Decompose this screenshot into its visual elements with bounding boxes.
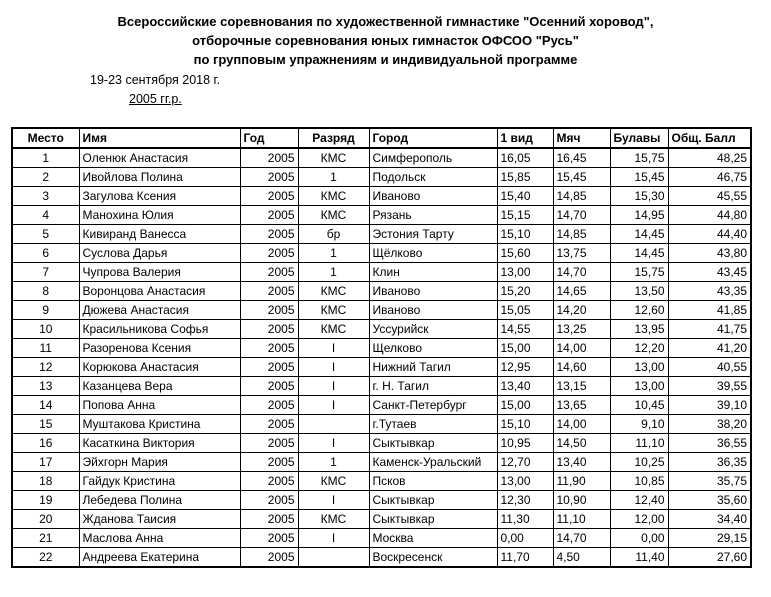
event1-score-cell: 0,00 (497, 529, 553, 548)
city-cell: Рязань (369, 206, 497, 225)
ball-score-cell: 16,45 (553, 148, 610, 168)
year-cell: 2005 (240, 453, 298, 472)
year-cell: 2005 (240, 282, 298, 301)
clubs-score-cell: 13,50 (610, 282, 668, 301)
table-row (12, 453, 751, 472)
clubs-score-cell: 9,10 (610, 415, 668, 434)
city-cell: Каменск-Уральский (369, 453, 497, 472)
place-cell: 12 (12, 358, 79, 377)
table-row (12, 187, 751, 206)
table-row (12, 339, 751, 358)
total-score-cell: 27,60 (668, 548, 751, 568)
city-cell: Москва (369, 529, 497, 548)
rank-cell (298, 415, 369, 434)
rank-cell: I (298, 529, 369, 548)
city-cell: Эстония Тарту (369, 225, 497, 244)
clubs-score-cell: 15,75 (610, 148, 668, 168)
ball-score-cell: 10,90 (553, 491, 610, 510)
clubs-score-cell: 12,40 (610, 491, 668, 510)
title-line-1: Всероссийские соревнования по художественной гимнастике "Осенний хоровод", (117, 14, 654, 29)
rank-cell: 1 (298, 453, 369, 472)
city-cell: Нижний Тагил (369, 358, 497, 377)
total-score-cell: 44,80 (668, 206, 751, 225)
city-cell: Сыктывкар (369, 434, 497, 453)
city-cell: Иваново (369, 301, 497, 320)
rank-cell: I (298, 339, 369, 358)
table-row (12, 415, 751, 434)
year-cell: 2005 (240, 358, 298, 377)
name-cell: Муштакова Кристина (79, 415, 240, 434)
ball-score-cell: 14,20 (553, 301, 610, 320)
event1-score-cell: 12,70 (497, 453, 553, 472)
table-header-row (12, 128, 751, 148)
ball-score-cell: 14,50 (553, 434, 610, 453)
rank-cell: 1 (298, 263, 369, 282)
table-row (12, 396, 751, 415)
ball-score-cell: 14,00 (553, 415, 610, 434)
event1-score-cell: 13,40 (497, 377, 553, 396)
table-row (12, 263, 751, 282)
place-cell: 3 (12, 187, 79, 206)
ball-score-cell: 14,60 (553, 358, 610, 377)
event1-score-cell: 11,70 (497, 548, 553, 568)
clubs-score-cell: 10,25 (610, 453, 668, 472)
total-score-cell: 39,55 (668, 377, 751, 396)
place-cell: 14 (12, 396, 79, 415)
year-cell: 2005 (240, 301, 298, 320)
city-cell: Сыктывкар (369, 491, 497, 510)
place-cell: 20 (12, 510, 79, 529)
city-cell: г. Н. Тагил (369, 377, 497, 396)
col-header-total: Общ. Балл (668, 128, 751, 148)
total-score-cell: 36,55 (668, 434, 751, 453)
total-score-cell: 45,55 (668, 187, 751, 206)
competition-dates: 19-23 сентября 2018 г. (90, 73, 221, 87)
city-cell: г.Тутаев (369, 415, 497, 434)
place-cell: 7 (12, 263, 79, 282)
place-cell: 22 (12, 548, 79, 568)
clubs-score-cell: 14,95 (610, 206, 668, 225)
ball-score-cell: 14,70 (553, 529, 610, 548)
ball-score-cell: 13,15 (553, 377, 610, 396)
event1-score-cell: 15,00 (497, 339, 553, 358)
rank-cell: 1 (298, 168, 369, 187)
city-cell: Симферополь (369, 148, 497, 168)
ball-score-cell: 14,65 (553, 282, 610, 301)
rank-cell: КМС (298, 148, 369, 168)
city-cell: Клин (369, 263, 497, 282)
ball-score-cell: 11,90 (553, 472, 610, 491)
city-cell: Иваново (369, 282, 497, 301)
table-row (12, 529, 751, 548)
ball-score-cell: 4,50 (553, 548, 610, 568)
place-cell: 6 (12, 244, 79, 263)
place-cell: 18 (12, 472, 79, 491)
col-header-ball: Мяч (553, 128, 610, 148)
city-cell: Сыктывкар (369, 510, 497, 529)
total-score-cell: 43,80 (668, 244, 751, 263)
total-score-cell: 40,55 (668, 358, 751, 377)
name-cell: Ивойлова Полина (79, 168, 240, 187)
table-row (12, 472, 751, 491)
event1-score-cell: 10,95 (497, 434, 553, 453)
rank-cell: КМС (298, 282, 369, 301)
year-cell: 2005 (240, 339, 298, 358)
col-header-clubs: Булавы (610, 128, 668, 148)
clubs-score-cell: 14,45 (610, 225, 668, 244)
name-cell: Кивиранд Ванесса (79, 225, 240, 244)
year-cell: 2005 (240, 187, 298, 206)
rank-cell: 1 (298, 244, 369, 263)
table-row (12, 225, 751, 244)
total-score-cell: 36,35 (668, 453, 751, 472)
name-cell: Оленюк Анастасия (79, 148, 240, 168)
place-cell: 8 (12, 282, 79, 301)
col-header-year: Год (240, 128, 298, 148)
name-cell: Казанцева Вера (79, 377, 240, 396)
year-cell: 2005 (240, 263, 298, 282)
ball-score-cell: 14,85 (553, 187, 610, 206)
place-cell: 19 (12, 491, 79, 510)
name-cell: Загулова Ксения (79, 187, 240, 206)
name-cell: Лебедева Полина (79, 491, 240, 510)
table-row (12, 168, 751, 187)
event1-score-cell: 15,10 (497, 415, 553, 434)
year-cell: 2005 (240, 510, 298, 529)
place-cell: 17 (12, 453, 79, 472)
clubs-score-cell: 12,60 (610, 301, 668, 320)
col-header-rank: Разряд (298, 128, 369, 148)
name-cell: Касаткина Виктория (79, 434, 240, 453)
clubs-score-cell: 11,40 (610, 548, 668, 568)
ball-score-cell: 13,65 (553, 396, 610, 415)
event1-score-cell: 12,30 (497, 491, 553, 510)
name-cell: Жданова Таисия (79, 510, 240, 529)
name-cell: Попова Анна (79, 396, 240, 415)
name-cell: Воронцова Анастасия (79, 282, 240, 301)
total-score-cell: 38,20 (668, 415, 751, 434)
event1-score-cell: 15,05 (497, 301, 553, 320)
table-row (12, 434, 751, 453)
year-cell: 2005 (240, 377, 298, 396)
clubs-score-cell: 12,00 (610, 510, 668, 529)
place-cell: 10 (12, 320, 79, 339)
clubs-score-cell: 13,95 (610, 320, 668, 339)
total-score-cell: 35,60 (668, 491, 751, 510)
results-table (11, 127, 752, 568)
clubs-score-cell: 10,45 (610, 396, 668, 415)
ball-score-cell: 13,40 (553, 453, 610, 472)
year-cell: 2005 (240, 548, 298, 568)
year-cell: 2005 (240, 434, 298, 453)
table-row (12, 491, 751, 510)
total-score-cell: 43,45 (668, 263, 751, 282)
total-score-cell: 43,35 (668, 282, 751, 301)
clubs-score-cell: 15,45 (610, 168, 668, 187)
table-row (12, 206, 751, 225)
place-cell: 1 (12, 148, 79, 168)
total-score-cell: 46,75 (668, 168, 751, 187)
place-cell: 4 (12, 206, 79, 225)
year-cell: 2005 (240, 472, 298, 491)
event1-score-cell: 12,95 (497, 358, 553, 377)
place-cell: 15 (12, 415, 79, 434)
total-score-cell: 29,15 (668, 529, 751, 548)
rank-cell: КМС (298, 472, 369, 491)
place-cell: 21 (12, 529, 79, 548)
event1-score-cell: 13,00 (497, 472, 553, 491)
total-score-cell: 35,75 (668, 472, 751, 491)
rank-cell: КМС (298, 301, 369, 320)
event1-score-cell: 14,55 (497, 320, 553, 339)
col-header-name: Имя (79, 128, 240, 148)
name-cell: Корюкова Анастасия (79, 358, 240, 377)
rank-cell: I (298, 434, 369, 453)
total-score-cell: 39,10 (668, 396, 751, 415)
event1-score-cell: 16,05 (497, 148, 553, 168)
city-cell: Иваново (369, 187, 497, 206)
total-score-cell: 48,25 (668, 148, 751, 168)
event1-score-cell: 15,15 (497, 206, 553, 225)
city-cell: Подольск (369, 168, 497, 187)
rank-cell: КМС (298, 206, 369, 225)
place-cell: 2 (12, 168, 79, 187)
name-cell: Андреева Екатерина (79, 548, 240, 568)
table-row (12, 301, 751, 320)
ball-score-cell: 13,75 (553, 244, 610, 263)
name-cell: Маслова Анна (79, 529, 240, 548)
ball-score-cell: 13,25 (553, 320, 610, 339)
total-score-cell: 34,40 (668, 510, 751, 529)
total-score-cell: 41,85 (668, 301, 751, 320)
name-cell: Эйхгорн Мария (79, 453, 240, 472)
city-cell: Щёлково (369, 244, 497, 263)
col-header-event1: 1 вид (497, 128, 553, 148)
rank-cell: КМС (298, 187, 369, 206)
year-cell: 2005 (240, 206, 298, 225)
clubs-score-cell: 15,30 (610, 187, 668, 206)
clubs-score-cell: 11,10 (610, 434, 668, 453)
table-row (12, 510, 751, 529)
name-cell: Дюжева Анастасия (79, 301, 240, 320)
table-row (12, 358, 751, 377)
birth-year-group: 2005 гг.р. (129, 92, 182, 106)
total-score-cell: 41,75 (668, 320, 751, 339)
year-cell: 2005 (240, 491, 298, 510)
ball-score-cell: 15,45 (553, 168, 610, 187)
place-cell: 9 (12, 301, 79, 320)
ball-score-cell: 14,70 (553, 263, 610, 282)
year-cell: 2005 (240, 320, 298, 339)
year-cell: 2005 (240, 244, 298, 263)
year-cell: 2005 (240, 225, 298, 244)
event1-score-cell: 15,85 (497, 168, 553, 187)
total-score-cell: 41,20 (668, 339, 751, 358)
table-row (12, 282, 751, 301)
event1-score-cell: 15,20 (497, 282, 553, 301)
rank-cell: КМС (298, 510, 369, 529)
table-row (12, 148, 751, 168)
ball-score-cell: 11,10 (553, 510, 610, 529)
clubs-score-cell: 14,45 (610, 244, 668, 263)
year-cell: 2005 (240, 148, 298, 168)
clubs-score-cell: 10,85 (610, 472, 668, 491)
place-cell: 11 (12, 339, 79, 358)
rank-cell: КМС (298, 320, 369, 339)
place-cell: 13 (12, 377, 79, 396)
city-cell: Щелково (369, 339, 497, 358)
results-table-body (12, 148, 751, 567)
col-header-city: Город (369, 128, 497, 148)
city-cell: Уссурийск (369, 320, 497, 339)
col-header-place: Место (12, 128, 79, 148)
table-row (12, 244, 751, 263)
city-cell: Санкт-Петербург (369, 396, 497, 415)
name-cell: Гайдук Кристина (79, 472, 240, 491)
table-row (12, 377, 751, 396)
city-cell: Псков (369, 472, 497, 491)
ball-score-cell: 14,00 (553, 339, 610, 358)
event1-score-cell: 15,40 (497, 187, 553, 206)
name-cell: Суслова Дарья (79, 244, 240, 263)
year-cell: 2005 (240, 415, 298, 434)
year-cell: 2005 (240, 396, 298, 415)
title-line-3: по групповым упражнениям и индивидуальной программе (193, 52, 578, 67)
clubs-score-cell: 13,00 (610, 358, 668, 377)
place-cell: 16 (12, 434, 79, 453)
event1-score-cell: 15,00 (497, 396, 553, 415)
event1-score-cell: 15,10 (497, 225, 553, 244)
year-cell: 2005 (240, 529, 298, 548)
table-row (12, 548, 751, 568)
rank-cell: I (298, 491, 369, 510)
year-cell: 2005 (240, 168, 298, 187)
name-cell: Красильникова Софья (79, 320, 240, 339)
clubs-score-cell: 13,00 (610, 377, 668, 396)
event1-score-cell: 13,00 (497, 263, 553, 282)
table-row (12, 320, 751, 339)
event1-score-cell: 11,30 (497, 510, 553, 529)
rank-cell: I (298, 396, 369, 415)
name-cell: Разоренова Ксения (79, 339, 240, 358)
title-line-2: отборочные соревнования юных гимнасток ОФСОО "Русь" (192, 33, 579, 48)
rank-cell (298, 548, 369, 568)
clubs-score-cell: 12,20 (610, 339, 668, 358)
name-cell: Манохина Юлия (79, 206, 240, 225)
rank-cell: I (298, 377, 369, 396)
event1-score-cell: 15,60 (497, 244, 553, 263)
clubs-score-cell: 0,00 (610, 529, 668, 548)
ball-score-cell: 14,70 (553, 206, 610, 225)
rank-cell: бр (298, 225, 369, 244)
city-cell: Воскресенск (369, 548, 497, 568)
rank-cell: I (298, 358, 369, 377)
total-score-cell: 44,40 (668, 225, 751, 244)
name-cell: Чупрова Валерия (79, 263, 240, 282)
place-cell: 5 (12, 225, 79, 244)
ball-score-cell: 14,85 (553, 225, 610, 244)
clubs-score-cell: 15,75 (610, 263, 668, 282)
